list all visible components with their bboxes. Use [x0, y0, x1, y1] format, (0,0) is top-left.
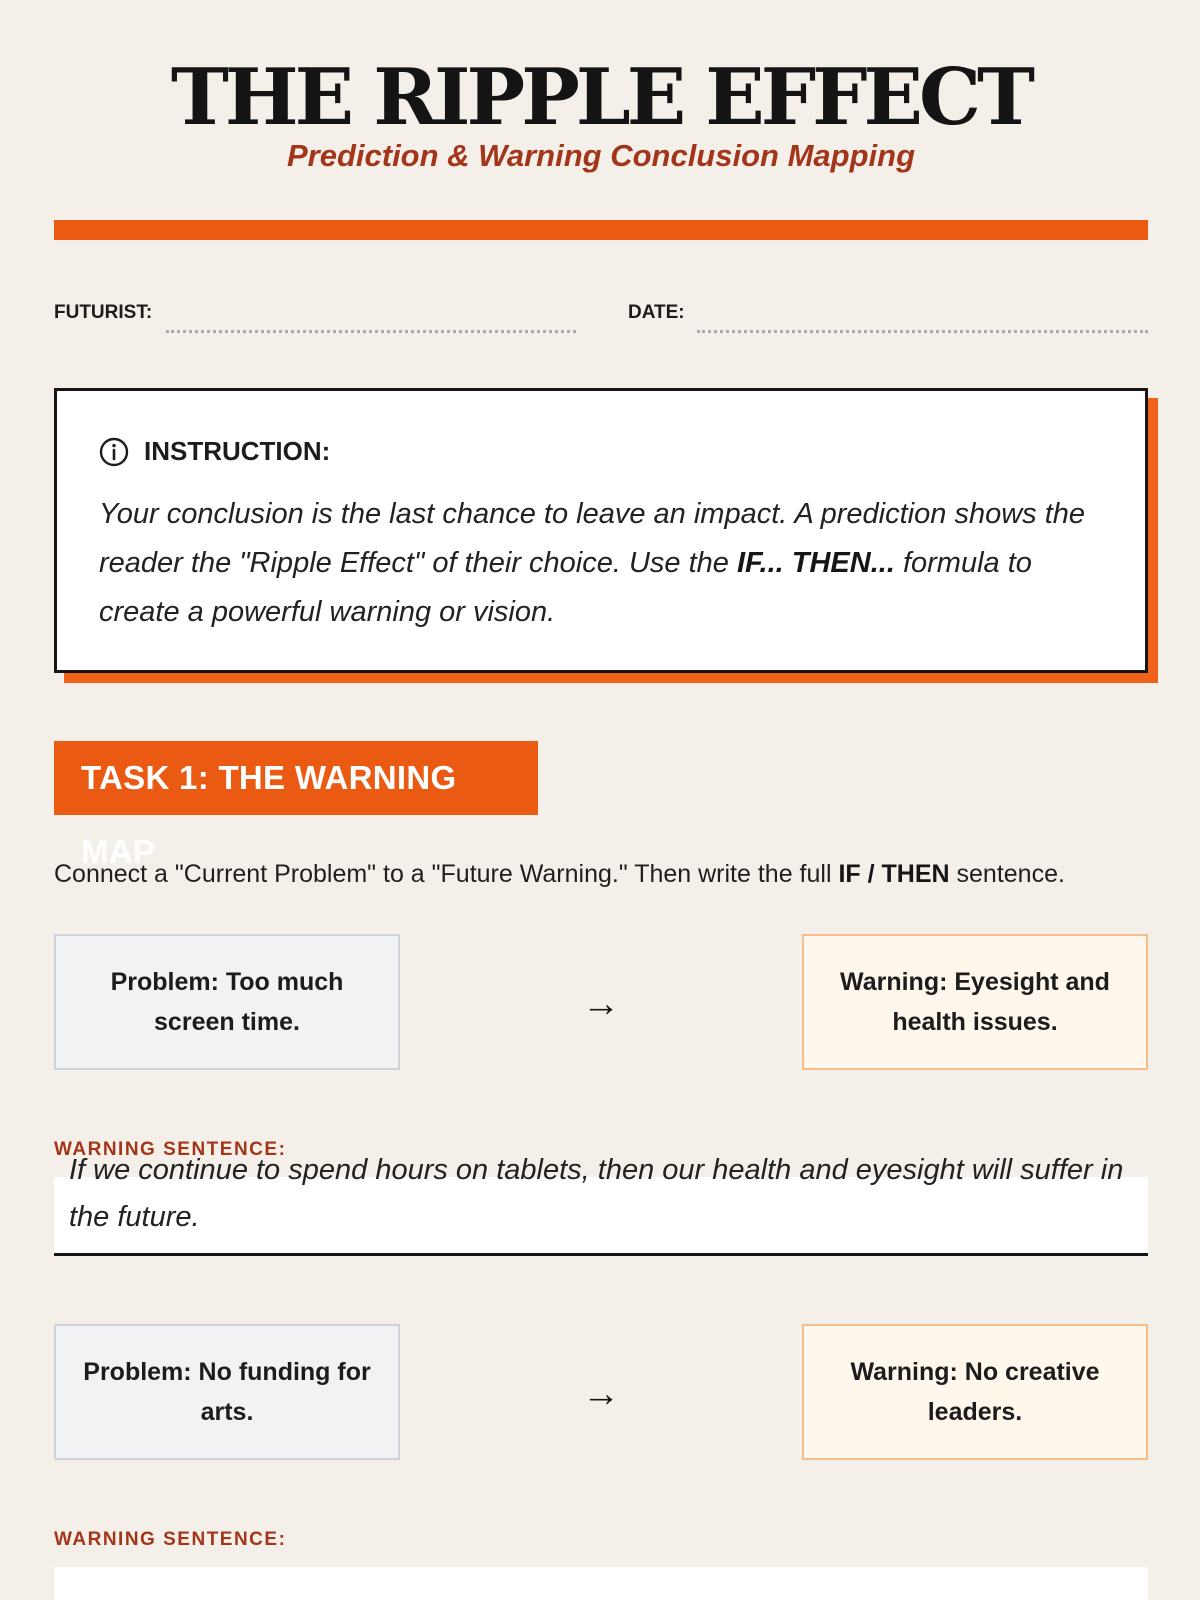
warning-card: Warning: Eyesight and health issues.	[802, 934, 1148, 1070]
date-label: DATE:	[628, 302, 685, 323]
task-1-description: Connect a "Current Problem" to a "Future Warning." Then write the full IF / THEN sentence.	[54, 860, 1065, 888]
instruction-heading: INSTRUCTION:	[144, 436, 331, 466]
warning-card: Warning: No creative leaders.	[802, 1324, 1148, 1460]
arrow-right-icon: →	[582, 983, 620, 1025]
header-divider	[54, 220, 1148, 240]
arrow-right-icon: →	[582, 1373, 620, 1415]
warning-sentence-label: WARNING SENTENCE:	[54, 1529, 287, 1550]
problem-card: Problem: No funding for arts.	[54, 1324, 400, 1460]
page-subtitle: Prediction & Warning Conclusion Mapping	[286, 138, 916, 173]
warning-sentence-text: If we continue to spend hours on tablets, then our health and eyesight will suffer in the future.	[69, 1154, 1124, 1233]
instruction-box	[54, 388, 1148, 673]
instruction-text: Your conclusion is the last chance to leave an impact. A prediction shows the reader the "Ripple Effect" of their choice. Use the IF... THEN... formula to create a powerful warning or vision.	[99, 498, 1086, 628]
info-circle-icon	[99, 437, 129, 467]
formula-text: IF... THEN...	[736, 547, 895, 579]
worksheet-page	[54, 0, 1148, 1600]
warning-sentence-label: WARNING SENTENCE:	[54, 1139, 287, 1160]
page-title: THE RIPPLE EFFECT	[170, 52, 1032, 143]
date-field[interactable]	[697, 330, 1148, 333]
futurist-label: FUTURIST:	[54, 302, 153, 323]
futurist-field[interactable]	[166, 330, 576, 333]
warning-sentence-field[interactable]	[54, 1567, 1148, 1600]
task-1-badge: TASK 1: THE WARNING MAP	[54, 741, 538, 815]
problem-card: Problem: Too much screen time.	[54, 934, 400, 1070]
